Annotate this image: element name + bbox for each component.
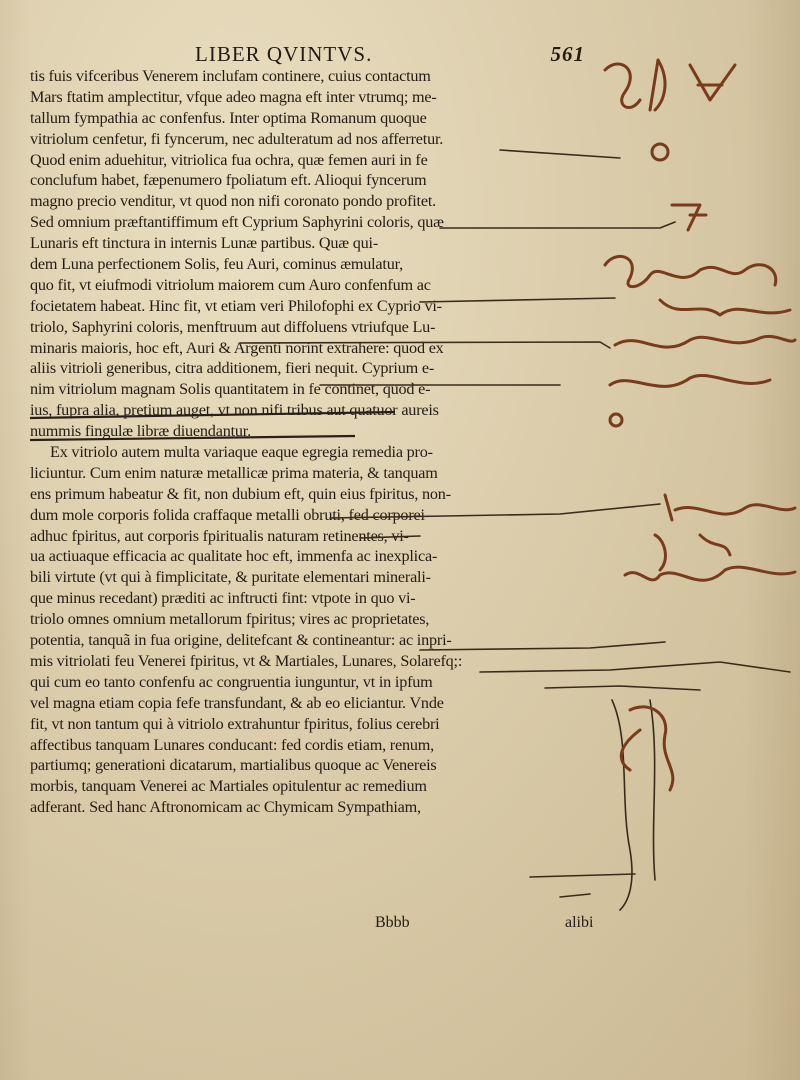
margin-note-stroke <box>605 256 776 286</box>
margin-note-stroke <box>625 567 795 580</box>
text-line: magno precio venditur, vt quod non nifi coronato pondo profitet. <box>30 192 436 211</box>
main-text-block <box>30 66 590 818</box>
text-line: vel magna etiam copia fefe transfundant, & ab eo eliciantur. Vnde <box>30 693 444 712</box>
text-line: Lunaris eft tinctura in internis Lunæ partibus. Quæ qui- <box>30 234 379 253</box>
text-line: Ex vitriolo autem multa variaque eaque egregia remedia pro- <box>50 443 433 462</box>
catchword: alibi <box>565 914 594 931</box>
text-line: quo fit, vt eiufmodi vitriolum maiorem cum Auro confenfum ac <box>30 275 431 294</box>
text-line: mis vitriolati feu Venerei fpiritus, vt & Martiales, Lunares, Solarefq;: <box>30 651 463 670</box>
underline-mark <box>560 894 590 897</box>
text-line: liciuntur. Cum enim naturæ metallicæ prima materia, & tanquam <box>30 463 438 482</box>
text-line: nim vitriolum magnam Solis quantitatem in fe continet, quod e- <box>30 380 431 399</box>
margin-symbol <box>650 60 665 110</box>
text-line: que minus recedant) præditi ac inftructi fint: vtpote in quo vi- <box>30 589 416 608</box>
text-line: Quod enim aduehitur, vitriolica fua ochra, quæ femen auri in fe <box>30 150 428 169</box>
text-line: bili virtute (vt qui à fimplicitate, & puritate elementari minerali- <box>30 568 431 587</box>
margin-note-stroke <box>655 535 665 570</box>
running-title: LIBER QVINTVS. <box>195 42 373 66</box>
margin-symbol <box>690 65 735 100</box>
text-line: qui cum eo tanto confenfu ac congruentia iunguntur, vt in ipfum <box>30 672 433 691</box>
text-line: dum mole corporis folida craffaque metalli obruti, fed corporei <box>30 505 425 524</box>
text-line: triolo, Saphyrini coloris, menftruum aut diffoluens vtriufque Lu- <box>30 317 436 336</box>
text-line: ua actiuaque efficacia ac qualitate hoc eft, immenfa ac inexplica- <box>30 547 438 566</box>
text-line: aliis vitrioli generibus, citra additionem, fieri nequit. Cyprium e- <box>30 359 435 378</box>
margin-bracket <box>612 700 632 910</box>
underline-mark <box>530 874 635 877</box>
text-line: conclufum habet, fæpenumero fpoliatum eft. Alioqui fyncerum <box>30 171 427 190</box>
text-line: nummis fingulæ libræ diuendantur. <box>30 422 251 441</box>
margin-note-stroke <box>615 336 795 347</box>
text-line: ius, fupra alia, pretium auget, vt non nifi tribus aut quatuor aureis <box>30 401 439 420</box>
page-footer <box>30 914 594 936</box>
text-line: vitriolum cenfetur, fi fyncerum, nec adulteratum ad nos afferretur. <box>30 129 444 148</box>
margin-bracket <box>650 700 655 880</box>
margin-symbol <box>605 64 640 108</box>
margin-symbol <box>672 205 706 230</box>
margin-note-stroke <box>610 375 770 386</box>
text-line: morbis, tanquam Venerei ac Martiales opitulentur ac remedium <box>30 777 427 796</box>
text-line: ens primum habeatur & fit, non dubium eft, quin eius fpiritus, non- <box>30 484 451 503</box>
text-line: adferant. Sed hanc Aftronomicam ac Chymicam Sympathiam, <box>30 798 421 817</box>
margin-figure <box>630 707 673 790</box>
text-line: Mars ftatim amplectitur, vfque adeo magna eft inter vtrumq; me- <box>30 87 437 106</box>
margin-note-stroke <box>660 300 790 315</box>
moon-symbol <box>610 414 622 426</box>
text-line: Sed omnium præftantiffimum eft Cyprium Saphyrini coloris, quæ <box>30 213 444 232</box>
text-line: tis fuis vifceribus Venerem inclufam continere, cuius contactum <box>30 67 431 85</box>
text-line: adhuc fpiritus, aut corporis fpiritualis naturam retinentes, vi- <box>30 526 409 545</box>
margin-note-stroke <box>665 495 795 520</box>
sun-symbol <box>652 144 668 160</box>
text-line: dem Luna perfectionem Solis, feu Auri, cominus æmulatur, <box>30 255 403 274</box>
margin-note-stroke <box>700 535 730 555</box>
text-line: focietatem habeat. Hinc fit, vt etiam veri Philofophi ex Cyprio vi- <box>30 296 442 315</box>
text-line: triolo omnes omnium metallorum fpiritus; vires ac proprietates, <box>30 610 430 629</box>
signature-mark: Bbbb <box>375 914 410 931</box>
margin-figure <box>621 730 640 770</box>
text-line: potentia, tanquã in fua origine, delitefcant & contineantur: ac inpri- <box>30 631 452 650</box>
text-line: partiumq; generationi dicatarum, martialibus quoque ac Venereis <box>30 756 437 775</box>
page-number: 561 <box>550 42 585 66</box>
text-line: minaris maioris, hoc eft, Auri & Argenti norint extrahere: quod ex <box>30 338 444 357</box>
text-line: affectibus tanquam Lunares conducant: fed cordis etiam, renum, <box>30 735 434 754</box>
text-line: fit, vt non tantum qui à vitriolo extrahuntur fpiritus, folius cerebri <box>30 714 440 733</box>
text-line: tallum fympathia ac confenfus. Inter optima Romanum quoque <box>30 108 427 127</box>
